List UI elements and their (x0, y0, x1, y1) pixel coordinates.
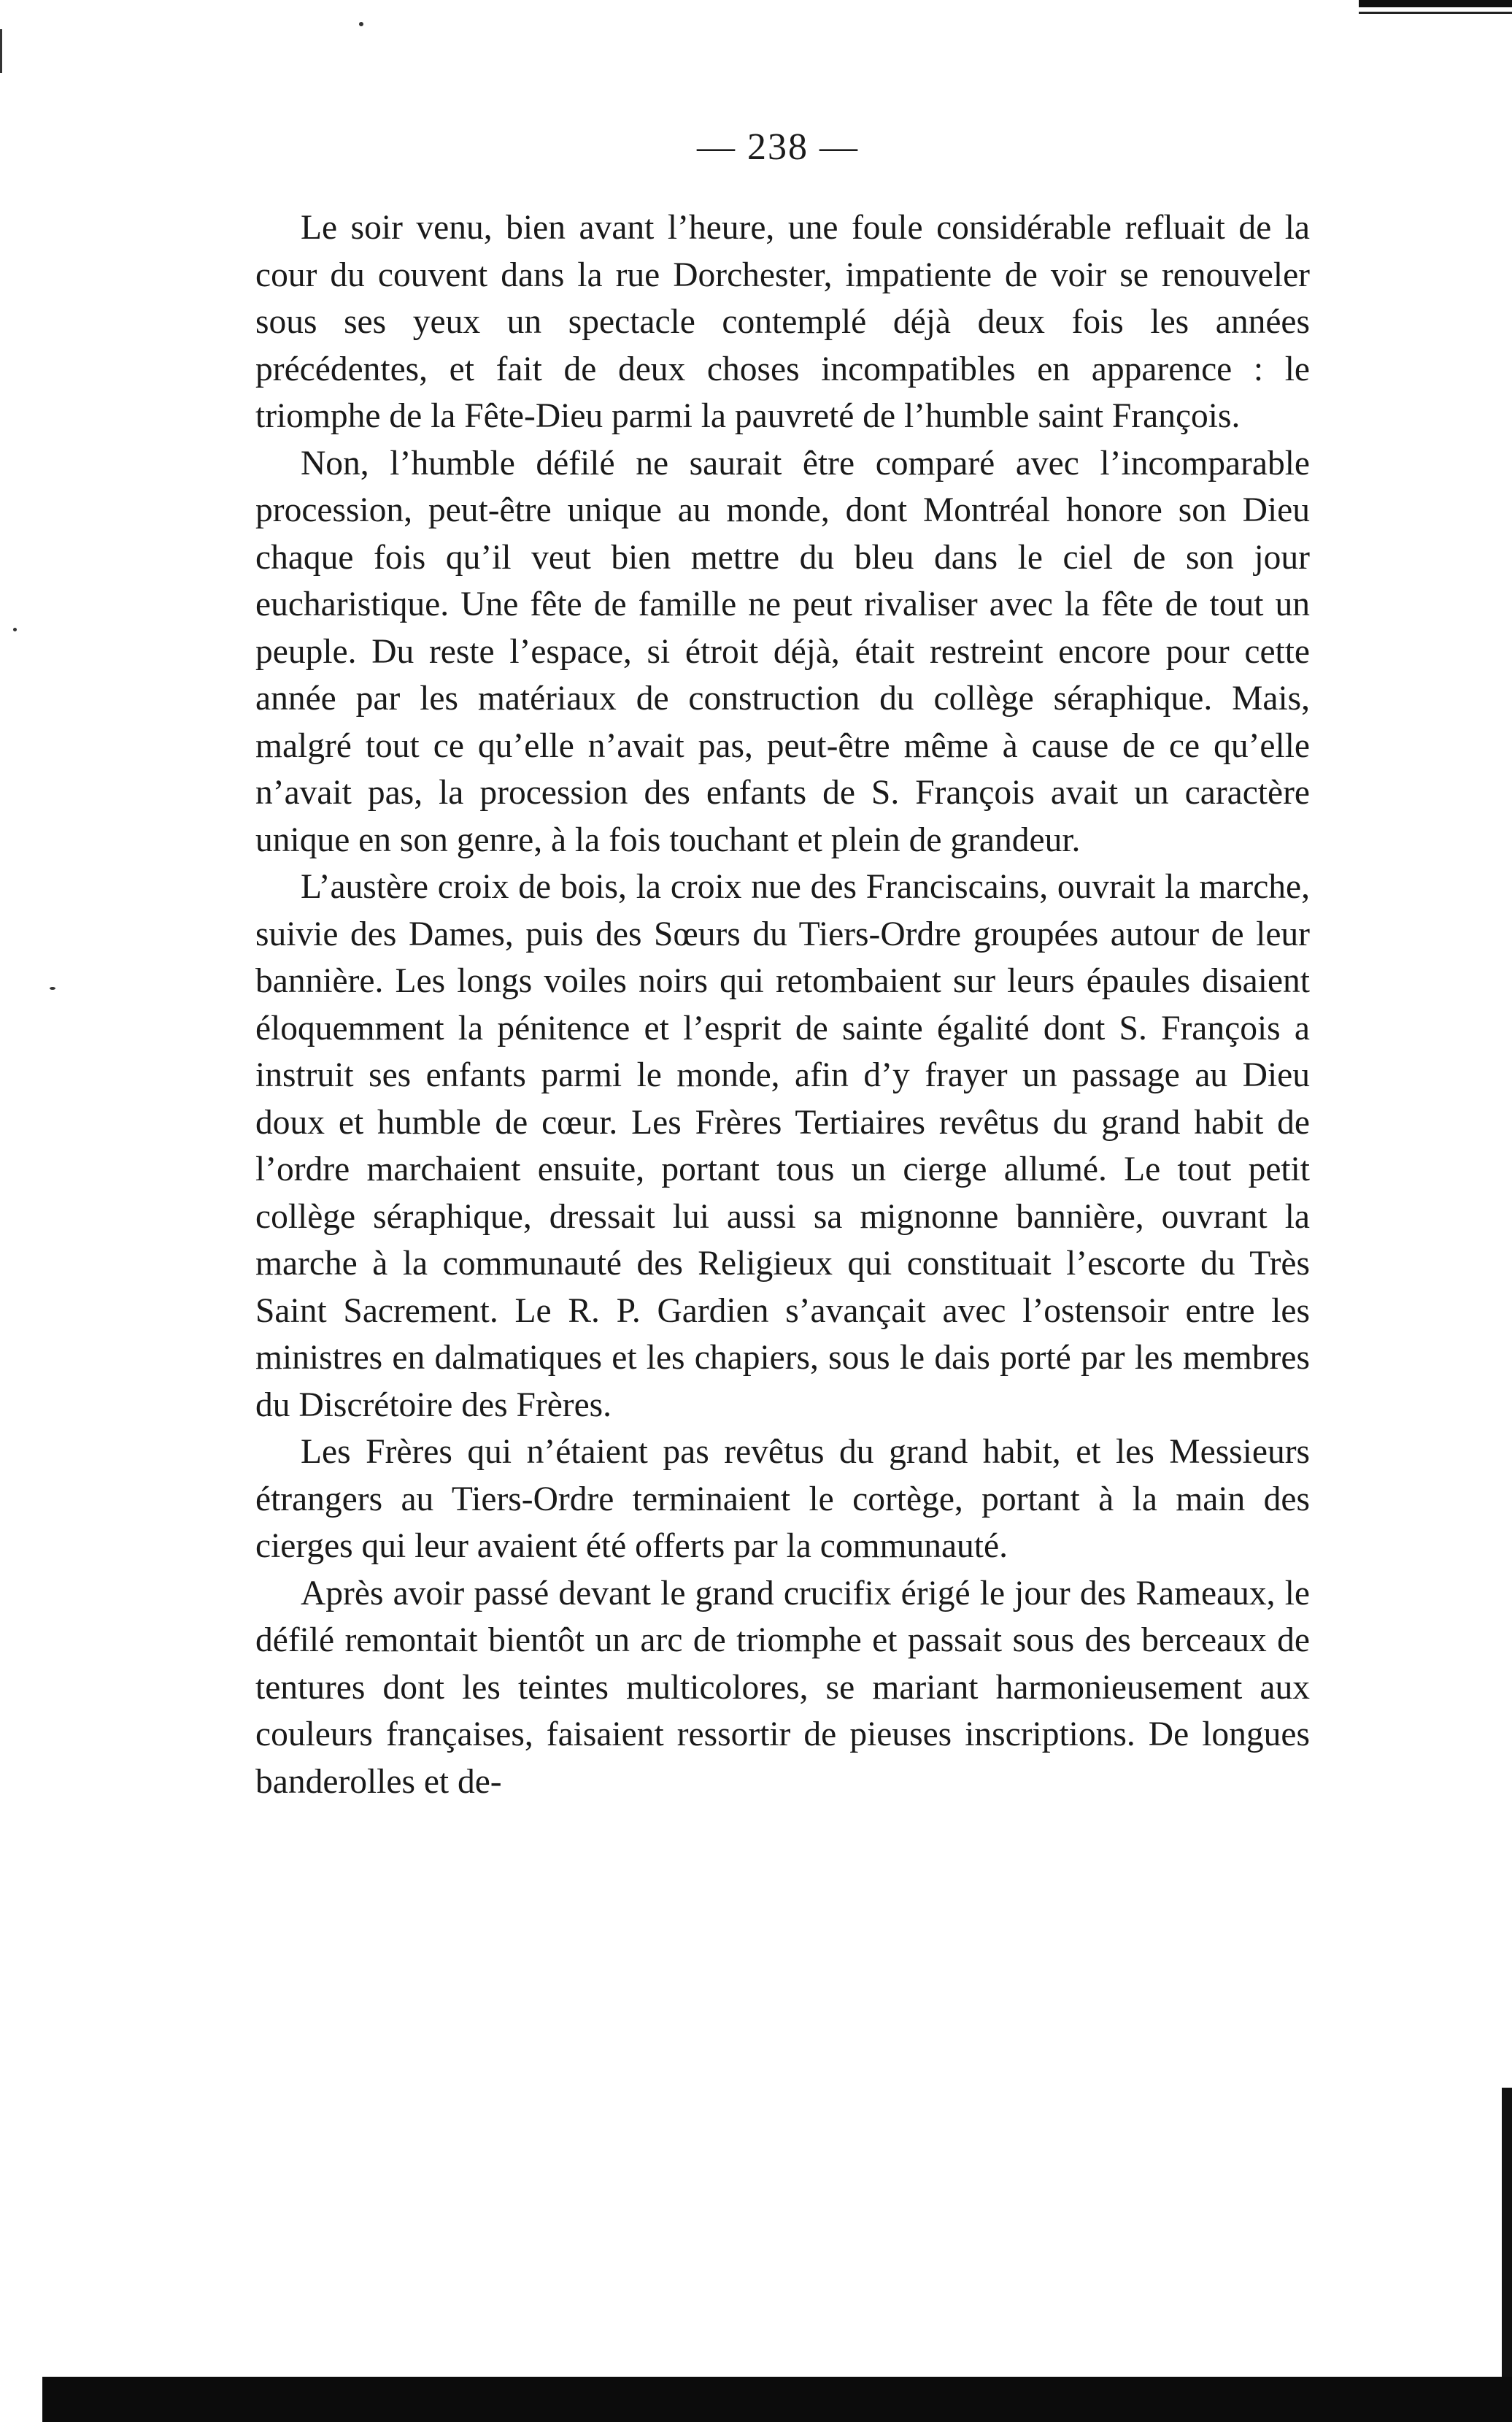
body-text (255, 204, 1310, 1805)
scan-speck (13, 628, 17, 631)
scan-edge-right (1502, 2088, 1512, 2422)
paragraph: Non, l’humble défilé ne saurait être comparé avec l’incomparable procession, peut-être unique au monde, dont Montréal honore son Dieu chaque fois qu’il veut bien mettre du bleu dans le ciel de son jour eucharistique. Une fête de famille ne peut rivaliser avec la fête de tout un peuple. Du reste l’espace, si étroit déjà, était restreint encore pour cette année par les matériaux de construction du collège séraphique. Mais, malgré tout ce qu’elle n’avait pas, peut-être même à cause de ce qu’elle n’avait pas, la procession des enfants de S. François avait un caractère unique en son genre, à la fois touchant et plein de grandeur. (255, 444, 1310, 859)
scan-edge-bottom (42, 2377, 1512, 2422)
scan-edge-top-line (1359, 12, 1512, 14)
page-number: — 238 — (697, 126, 859, 168)
paragraph: Après avoir passé devant le grand crucifix érigé le jour des Rameaux, le défilé remontait bientôt un arc de triomphe et passait sous des berceaux de tentures dont les teintes multicolores, se mariant harmonieusement aux couleurs françaises, faisaient ressortir de pieuses inscriptions. De longues banderolles et de- (255, 1574, 1310, 1801)
scan-speck (359, 22, 363, 26)
scan-edge-top (1359, 0, 1512, 7)
scan-edge-left (0, 29, 2, 73)
paragraph: Le soir venu, bien avant l’heure, une foule considérable refluait de la cour du couvent dans la rue Dorchester, impatiente de voir se renouveler sous ses yeux un spectacle contemplé déjà deux fois les années précédentes, et fait de deux choses incompatibles en apparence : le triomphe de la Fête-Dieu parmi la pauvreté de l’humble saint François. (255, 209, 1310, 435)
paragraph: Les Frères qui n’étaient pas revêtus du grand habit, et les Messieurs étrangers au Tiers-Ordre terminaient le cortège, portant à la main des cierges qui leur avaient été offerts par la communauté. (255, 1433, 1310, 1565)
paragraph: L’austère croix de bois, la croix nue des Franciscains, ouvrait la marche, suivie des Dames, puis des Sœurs du Tiers-Ordre groupées autour de leur bannière. Les longs voiles noirs qui retombaient sur leurs épaules disaient éloquemment la pénitence et l’esprit de sainte égalité dont S. François a instruit ses enfants parmi le monde, afin d’y frayer un passage au Dieu doux et humble de cœur. Les Frères Tertiaires revêtus du grand habit de l’ordre marchaient ensuite, portant tous un cierge allumé. Le tout petit collège séraphique, dressait lui aussi sa mignonne bannière, ouvrant la marche à la communauté des Religieux qui constituait l’escorte du Très Saint Sacrement. Le R. P. Gardien s’avançait avec l’ostensoir entre les ministres en dalmatiques et les chapiers, sous le dais porté par les membres du Discrétoire des Frères. (255, 868, 1310, 1424)
scan-speck (50, 987, 55, 990)
